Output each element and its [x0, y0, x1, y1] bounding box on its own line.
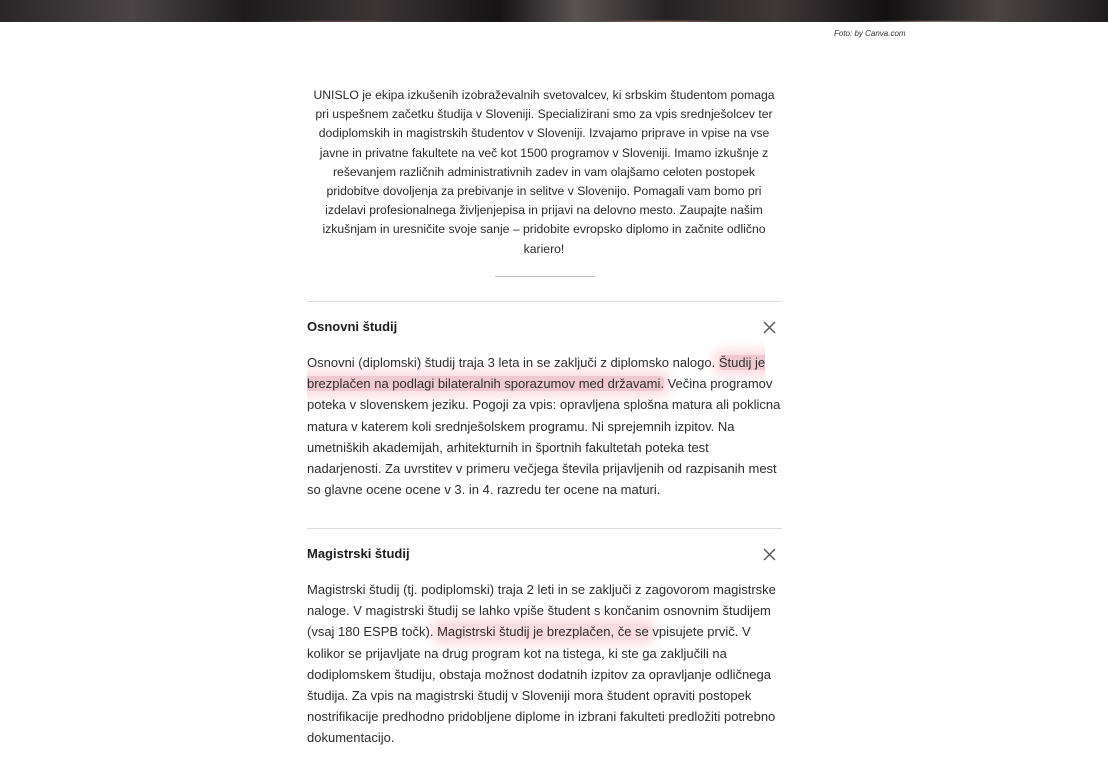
hero-image	[0, 0, 1108, 22]
section-divider	[307, 528, 782, 529]
intro-paragraph: UNISLO je ekipa izkušenih izobraževalnih svetovalcev, ki srbskim študentom pomaga pri uspešnem začetku študija v Sloveniji. Specializirani smo za vpis srednješolcev ter dodiplomskih in magistrskih študentov v Sloveniji. Izvajamo priprave in vpise na vse javne in privatne fakultete na več kot 1500 programov v Sloveniji. Imamo izkušnje z reševanjem različnih administrativnih zadev in vam olajšamo celoten postopek pridobitve dovoljenja za prebivanje in selitve v Slovenijo. Pomagali vam bomo pri izdelavi profesionalnega življenjepisa in prijavi na delovno mesto. Zaupajte našim izkušnjam in uresničite svoje sanje – pridobite evropsko diplomo in začnite odlično kariero!	[313, 88, 775, 256]
accordion-osnovni-studij	[307, 301, 782, 526]
accordion-title[interactable]: Magistrski študij	[307, 546, 410, 561]
accordion-title[interactable]: Osnovni študij	[307, 319, 398, 334]
accordion-body	[307, 579, 783, 749]
accordion-body	[307, 352, 783, 500]
section-divider	[307, 301, 782, 302]
body-text: Osnovni (diplomski) študij traja 3 leta in se zaključi z diplomsko nalogo.	[307, 355, 719, 370]
body-text: vpisujete prvič. V kolikor se prijavljate na drug program kot na tistega, ki ste ga zaključili na dodiplomskem študiju, obstaja možnost dodatnih izpitov za opravljanje odličnega študija. Za vpis na magistrski študij v Sloveniji mora študent opraviti postopek nostrifikacije predhodno pridobljene diplome in izbrani fakulteti predložiti potrebno dokumentacijo.	[307, 624, 776, 746]
close-icon[interactable]	[763, 321, 776, 334]
highlighted-text: Študij je brezplačen na podlagi bilateralnih sporazumov med državami.	[307, 355, 766, 392]
accordion-magistrski-studij	[307, 528, 782, 764]
body-text: Magistrski študij (tj. podiplomski) traja 2 leti in se zaključi z zagovorom magistrske naloge. V magistrski študij se lahko vpiše študent s končanim osnovnim študijem (vsaj 180 ESPB točk).	[307, 582, 776, 640]
highlighted-text: Magistrski študij je brezplačen, če se	[437, 624, 649, 640]
close-icon[interactable]	[763, 548, 776, 561]
body-text: Večina programov poteka v slovenskem jeziku. Pogoji za vpis: opravljena splošna matura ali poklicna matura v katerem koli srednješolskem programu. Ni sprejemnih izpitov. Na umetniških akademijah, arhitekturnih in športnih fakultetah poteka test nadarjenosti. Za uvrstitev v primeru večjega števila prijavljenih od razpisanih mest so glavne ocene ocene v 3. in 4. razredu ter ocene na maturi.	[307, 376, 781, 498]
intro-divider	[495, 276, 595, 277]
photo-credit: Foto: by Canva.com	[834, 29, 906, 38]
